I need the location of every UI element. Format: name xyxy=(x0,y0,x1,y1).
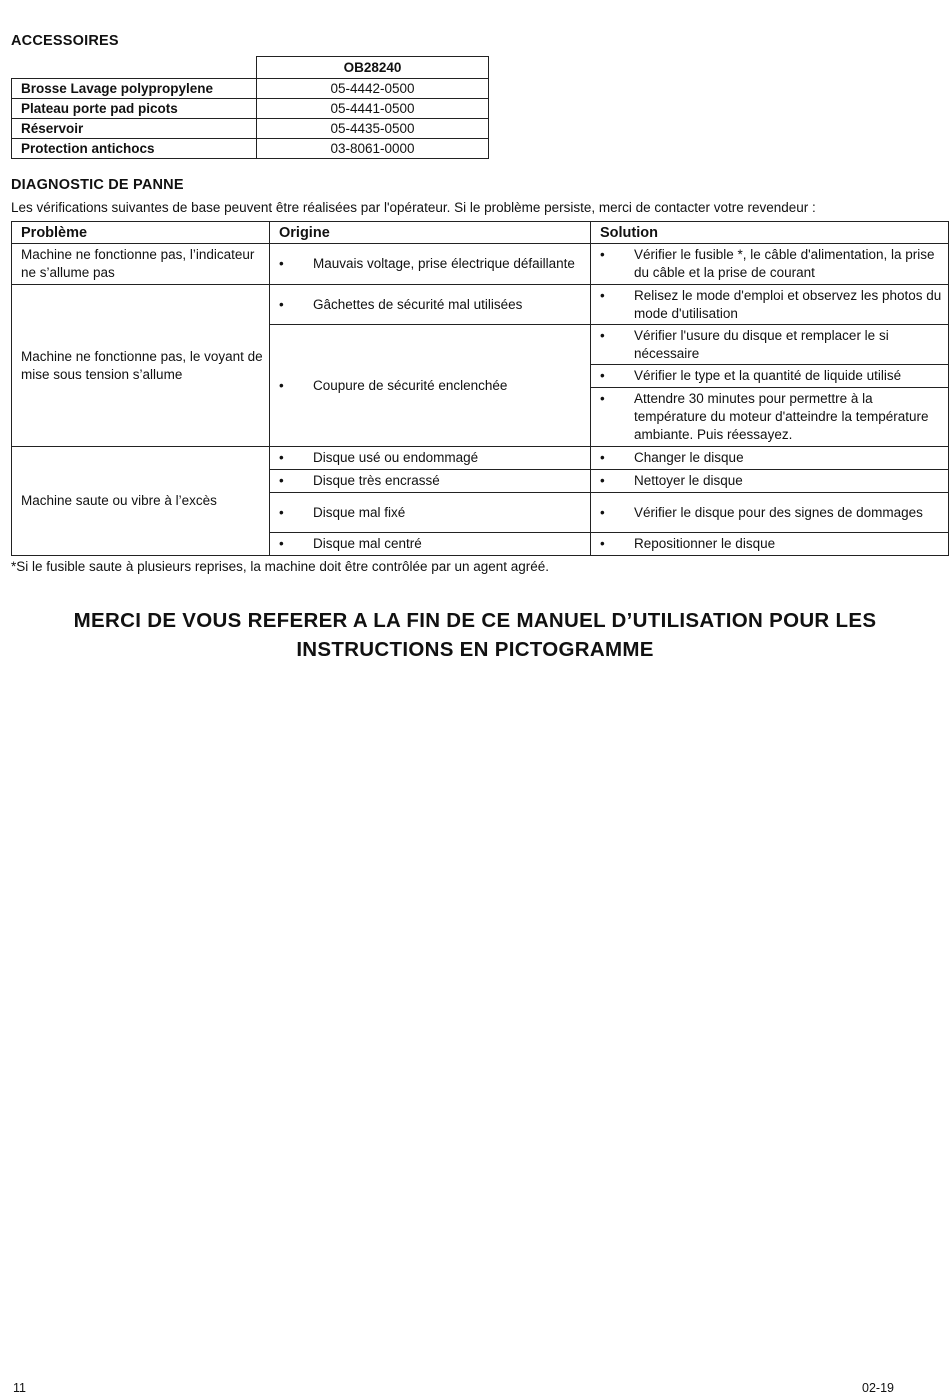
solution-text: Changer le disque xyxy=(634,450,744,465)
accessory-row xyxy=(12,119,489,139)
page-number: 11 xyxy=(13,1381,26,1395)
accessory-row xyxy=(12,99,489,119)
bullet-icon: • xyxy=(279,377,284,393)
problem-cell: Machine ne fonctionne pas, l’indicateur ne s’allume pas xyxy=(12,244,270,285)
origin-text: Disque très encrassé xyxy=(313,473,440,488)
accessories-table xyxy=(11,56,489,159)
accessory-name: Plateau porte pad picots xyxy=(12,99,257,119)
origin-text: Disque usé ou endommagé xyxy=(313,450,479,465)
accessory-name: Protection antichocs xyxy=(12,139,257,159)
origin-cell xyxy=(270,493,591,533)
solution-cell xyxy=(591,285,949,325)
solution-text: Vérifier le fusible *, le câble d'alimentation, la prise du câble et la prise de courant xyxy=(634,247,935,280)
bullet-icon: • xyxy=(600,247,605,262)
origin-text: Disque mal centré xyxy=(313,536,422,551)
problem-header: Problème xyxy=(12,222,270,244)
origin-text: Coupure de sécurité enclenchée xyxy=(313,377,508,393)
diagnostic-header-row xyxy=(12,222,949,244)
diagnostic-heading: DIAGNOSTIC DE PANNE xyxy=(11,177,184,193)
accessories-header-row xyxy=(12,57,489,79)
origin-text: Mauvais voltage, prise électrique défaillante xyxy=(313,256,575,271)
origin-header: Origine xyxy=(270,222,591,244)
solution-text: Relisez le mode d'emploi et observez les photos du mode d'utilisation xyxy=(634,287,942,321)
table-row xyxy=(12,285,949,325)
accessories-header-empty xyxy=(12,57,257,79)
solution-cell xyxy=(591,447,949,470)
bullet-icon: • xyxy=(279,536,284,551)
origin-cell xyxy=(270,447,591,470)
solution-header: Solution xyxy=(591,222,949,244)
origin-cell xyxy=(270,533,591,556)
bullet-icon: • xyxy=(600,504,605,520)
accessory-name: Brosse Lavage polypropylene xyxy=(12,79,257,99)
accessory-name: Réservoir xyxy=(12,119,257,139)
bullet-icon: • xyxy=(279,450,284,465)
bullet-icon: • xyxy=(600,287,605,303)
problem-cell: Machine ne fonctionne pas, le voyant de mise sous tension s’allume xyxy=(12,285,270,447)
solution-cell xyxy=(591,533,949,556)
bullet-icon: • xyxy=(279,473,284,488)
accessory-ref: 05-4442-0500 xyxy=(257,79,489,99)
bullet-icon: • xyxy=(600,473,605,488)
bullet-icon: • xyxy=(600,327,605,343)
pictogram-notice xyxy=(0,606,950,664)
solution-cell xyxy=(591,470,949,493)
notice-line: INSTRUCTIONS EN PICTOGRAMME xyxy=(296,638,654,661)
solution-cell xyxy=(591,365,949,388)
model-header: OB28240 xyxy=(257,57,489,79)
bullet-icon: • xyxy=(279,296,284,312)
diagnostic-table xyxy=(11,221,949,556)
origin-cell xyxy=(270,470,591,493)
accessory-row xyxy=(12,139,489,159)
accessory-row xyxy=(12,79,489,99)
solution-cell xyxy=(591,493,949,533)
origin-cell xyxy=(270,244,591,285)
bullet-icon: • xyxy=(600,368,605,383)
solution-text: Vérifier l'usure du disque et remplacer le si nécessaire xyxy=(634,327,889,361)
bullet-icon: • xyxy=(279,256,284,271)
solution-text: Vérifier le type et la quantité de liquide utilisé xyxy=(634,368,902,383)
problem-cell: Machine saute ou vibre à l’excès xyxy=(12,447,270,556)
table-row xyxy=(12,447,949,470)
bullet-icon: • xyxy=(600,391,605,406)
document-date: 02-19 xyxy=(862,1381,894,1395)
fuse-footnote: *Si le fusible saute à plusieurs reprises, la machine doit être contrôlée par un agent agréé. xyxy=(11,559,550,574)
origin-text: Gâchettes de sécurité mal utilisées xyxy=(313,296,523,312)
bullet-icon: • xyxy=(279,504,284,520)
diagnostic-intro: Les vérifications suivantes de base peuvent être réalisées par l'opérateur. Si le problème persiste, merci de contacter votre revendeur : xyxy=(11,200,816,215)
solution-cell xyxy=(591,244,949,285)
solution-cell xyxy=(591,388,949,447)
origin-cell xyxy=(270,325,591,447)
origin-text: Disque mal fixé xyxy=(313,504,406,520)
accessory-ref: 03-8061-0000 xyxy=(257,139,489,159)
origin-cell xyxy=(270,285,591,325)
accessories-heading: ACCESSOIRES xyxy=(11,33,119,49)
solution-text: Repositionner le disque xyxy=(634,536,776,551)
accessory-ref: 05-4435-0500 xyxy=(257,119,489,139)
notice-line: MERCI DE VOUS REFERER A LA FIN DE CE MANUEL D’UTILISATION POUR LES xyxy=(73,609,877,632)
solution-text: Nettoyer le disque xyxy=(634,473,743,488)
table-row xyxy=(12,244,949,285)
bullet-icon: • xyxy=(600,450,605,465)
bullet-icon: • xyxy=(600,536,605,551)
solution-cell xyxy=(591,325,949,365)
solution-text: Vérifier le disque pour des signes de dommages xyxy=(634,504,923,520)
accessory-ref: 05-4441-0500 xyxy=(257,99,489,119)
solution-text: Attendre 30 minutes pour permettre à la température du moteur d'atteindre la température ambiante. Puis réessayez. xyxy=(634,391,929,442)
